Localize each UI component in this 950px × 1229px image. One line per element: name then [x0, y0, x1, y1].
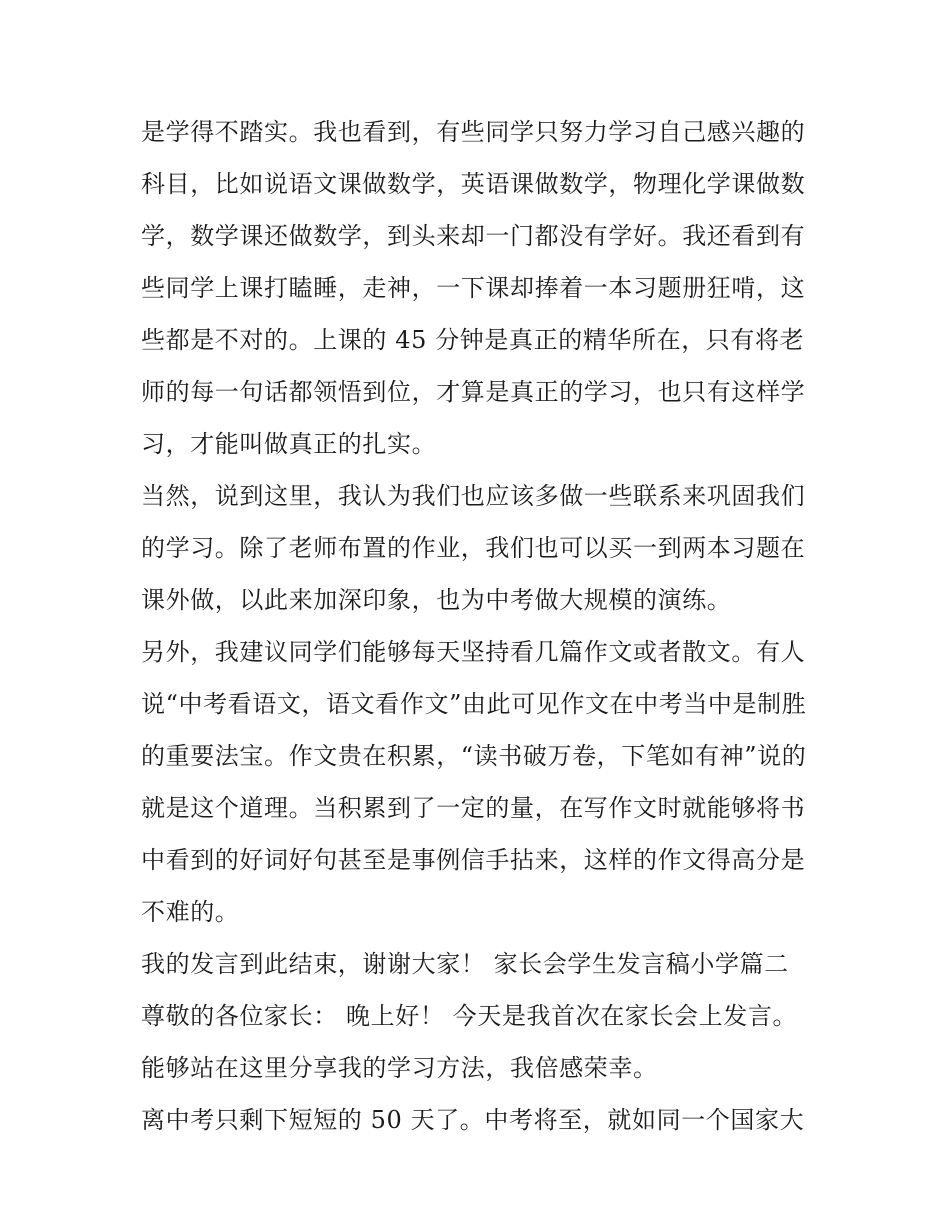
- text-line: 能够站在这里分享我的学习方法，我倍感荣幸。: [141, 1054, 658, 1082]
- text-line: 师的每一句话都领悟到位，才算是真正的学习，也只有这样学: [141, 378, 806, 406]
- text-line: 些同学上课打瞌睡，走神，一下课却捧着一本习题册狂啃，这: [141, 274, 806, 302]
- text-line: 些都是不对的。上课的 45 分钟是真正的精华所在，只有将老: [141, 326, 805, 354]
- text-line: 是学得不踏实。我也看到，有些同学只努力学习自己感兴趣的: [141, 118, 806, 146]
- text-line: 的重要法宝。作文贵在积累，“读书破万卷，下笔如有神”说的: [141, 742, 807, 770]
- text-line: 另外，我建议同学们能够每天坚持看几篇作文或者散文。有人: [141, 638, 806, 666]
- text-line: 中看到的好词好句甚至是事例信手拈来，这样的作文得高分是: [141, 846, 806, 874]
- text-line: 科目，比如说语文课做数学，英语课做数学，物理化学课做数: [141, 170, 806, 198]
- text-line: 不难的。: [141, 898, 240, 926]
- text-line: 尊敬的各位家长： 晚上好！ 今天是我首次在家长会上发言。: [141, 1002, 798, 1030]
- document-body: [141, 108, 831, 1148]
- text-line: 就是这个道理。当积累到了一定的量，在写作文时就能够将书: [141, 794, 806, 822]
- text-line: 习，才能叫做真正的扎实。: [141, 430, 437, 458]
- text-line: 当然，说到这里，我认为我们也应该多做一些联系来巩固我们: [141, 482, 806, 510]
- text-line: 离中考只剩下短短的 50 天了。中考将至，就如同一个国家大: [141, 1106, 805, 1134]
- text-line: 学，数学课还做数学，到头来却一门都没有学好。我还看到有: [141, 222, 806, 250]
- text-line: 我的发言到此结束，谢谢大家！ 家长会学生发言稿小学篇二: [141, 950, 789, 978]
- text-line: 的学习。除了老师布置的作业，我们也可以买一到两本习题在: [141, 534, 806, 562]
- text-line: 说“中考看语文，语文看作文”由此可见作文在中考当中是制胜: [141, 690, 807, 718]
- text-line: 课外做，以此来加深印象，也为中考做大规模的演练。: [141, 586, 732, 614]
